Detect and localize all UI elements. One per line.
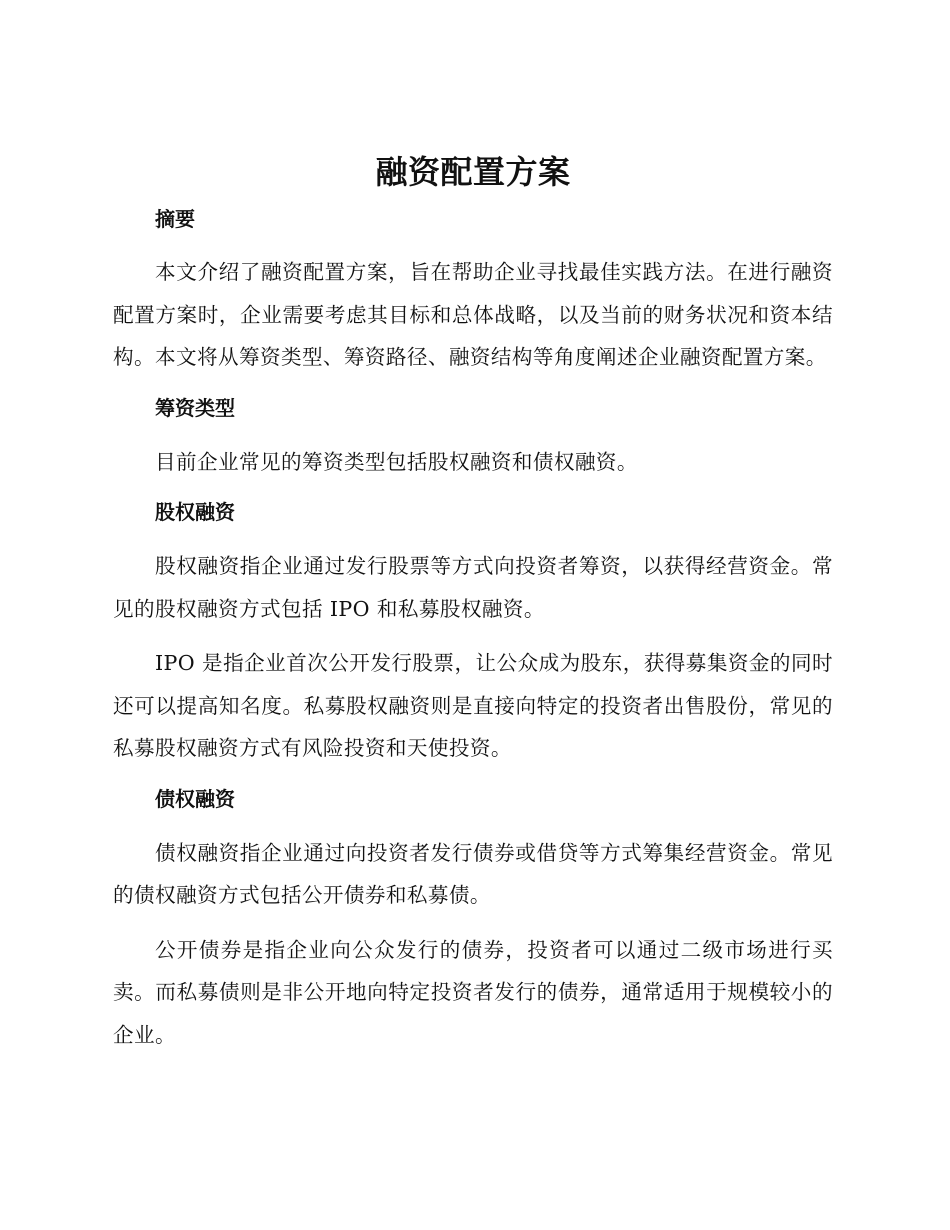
abstract-paragraph: 本文介绍了融资配置方案，旨在帮助企业寻找最佳实践方法。在进行融资配置方案时，企业需要考虑其目标和总体战略，以及当前的财务状况和资本结构。本文将从筹资类型、筹资路径、融资结构等角度阐述企业融资配置方案。 — [113, 260, 833, 369]
document-body — [113, 150, 833, 1056]
debt-paragraph-2: 公开债券是指企业向公众发行的债券，投资者可以通过二级市场进行买卖。而私募债则是非公开地向特定投资者发行的债券，通常适用于规模较小的企业。 — [113, 937, 833, 1047]
equity-paragraph-1: 股权融资指企业通过发行股票等方式向投资者筹资，以获得经营资金。常见的股权融资方式包括 IPO 和私募股权融资。 — [113, 554, 833, 621]
debt-paragraph-1: 债权融资指企业通过向投资者发行债券或借贷等方式筹集经营资金。常见的债权融资方式包括公开债券和私募债。 — [113, 840, 833, 907]
section-heading-financing-types: 筹资类型 — [155, 395, 235, 420]
equity-paragraph-2: IPO 是指企业首次公开发行股票，让公众成为股东，获得募集资金的同时还可以提高知名度。私募股权融资则是直接向特定的投资者出售股份，常见的私募股权融资方式有风险投资和天使投资。 — [113, 651, 833, 760]
section-heading-debt-financing: 债权融资 — [155, 786, 235, 811]
section-heading-abstract: 摘要 — [155, 207, 195, 231]
section-heading-equity-financing: 股权融资 — [155, 500, 235, 524]
financing-types-paragraph: 目前企业常见的筹资类型包括股权融资和债权融资。 — [155, 449, 638, 474]
document-title: 融资配置方案 — [375, 153, 571, 191]
